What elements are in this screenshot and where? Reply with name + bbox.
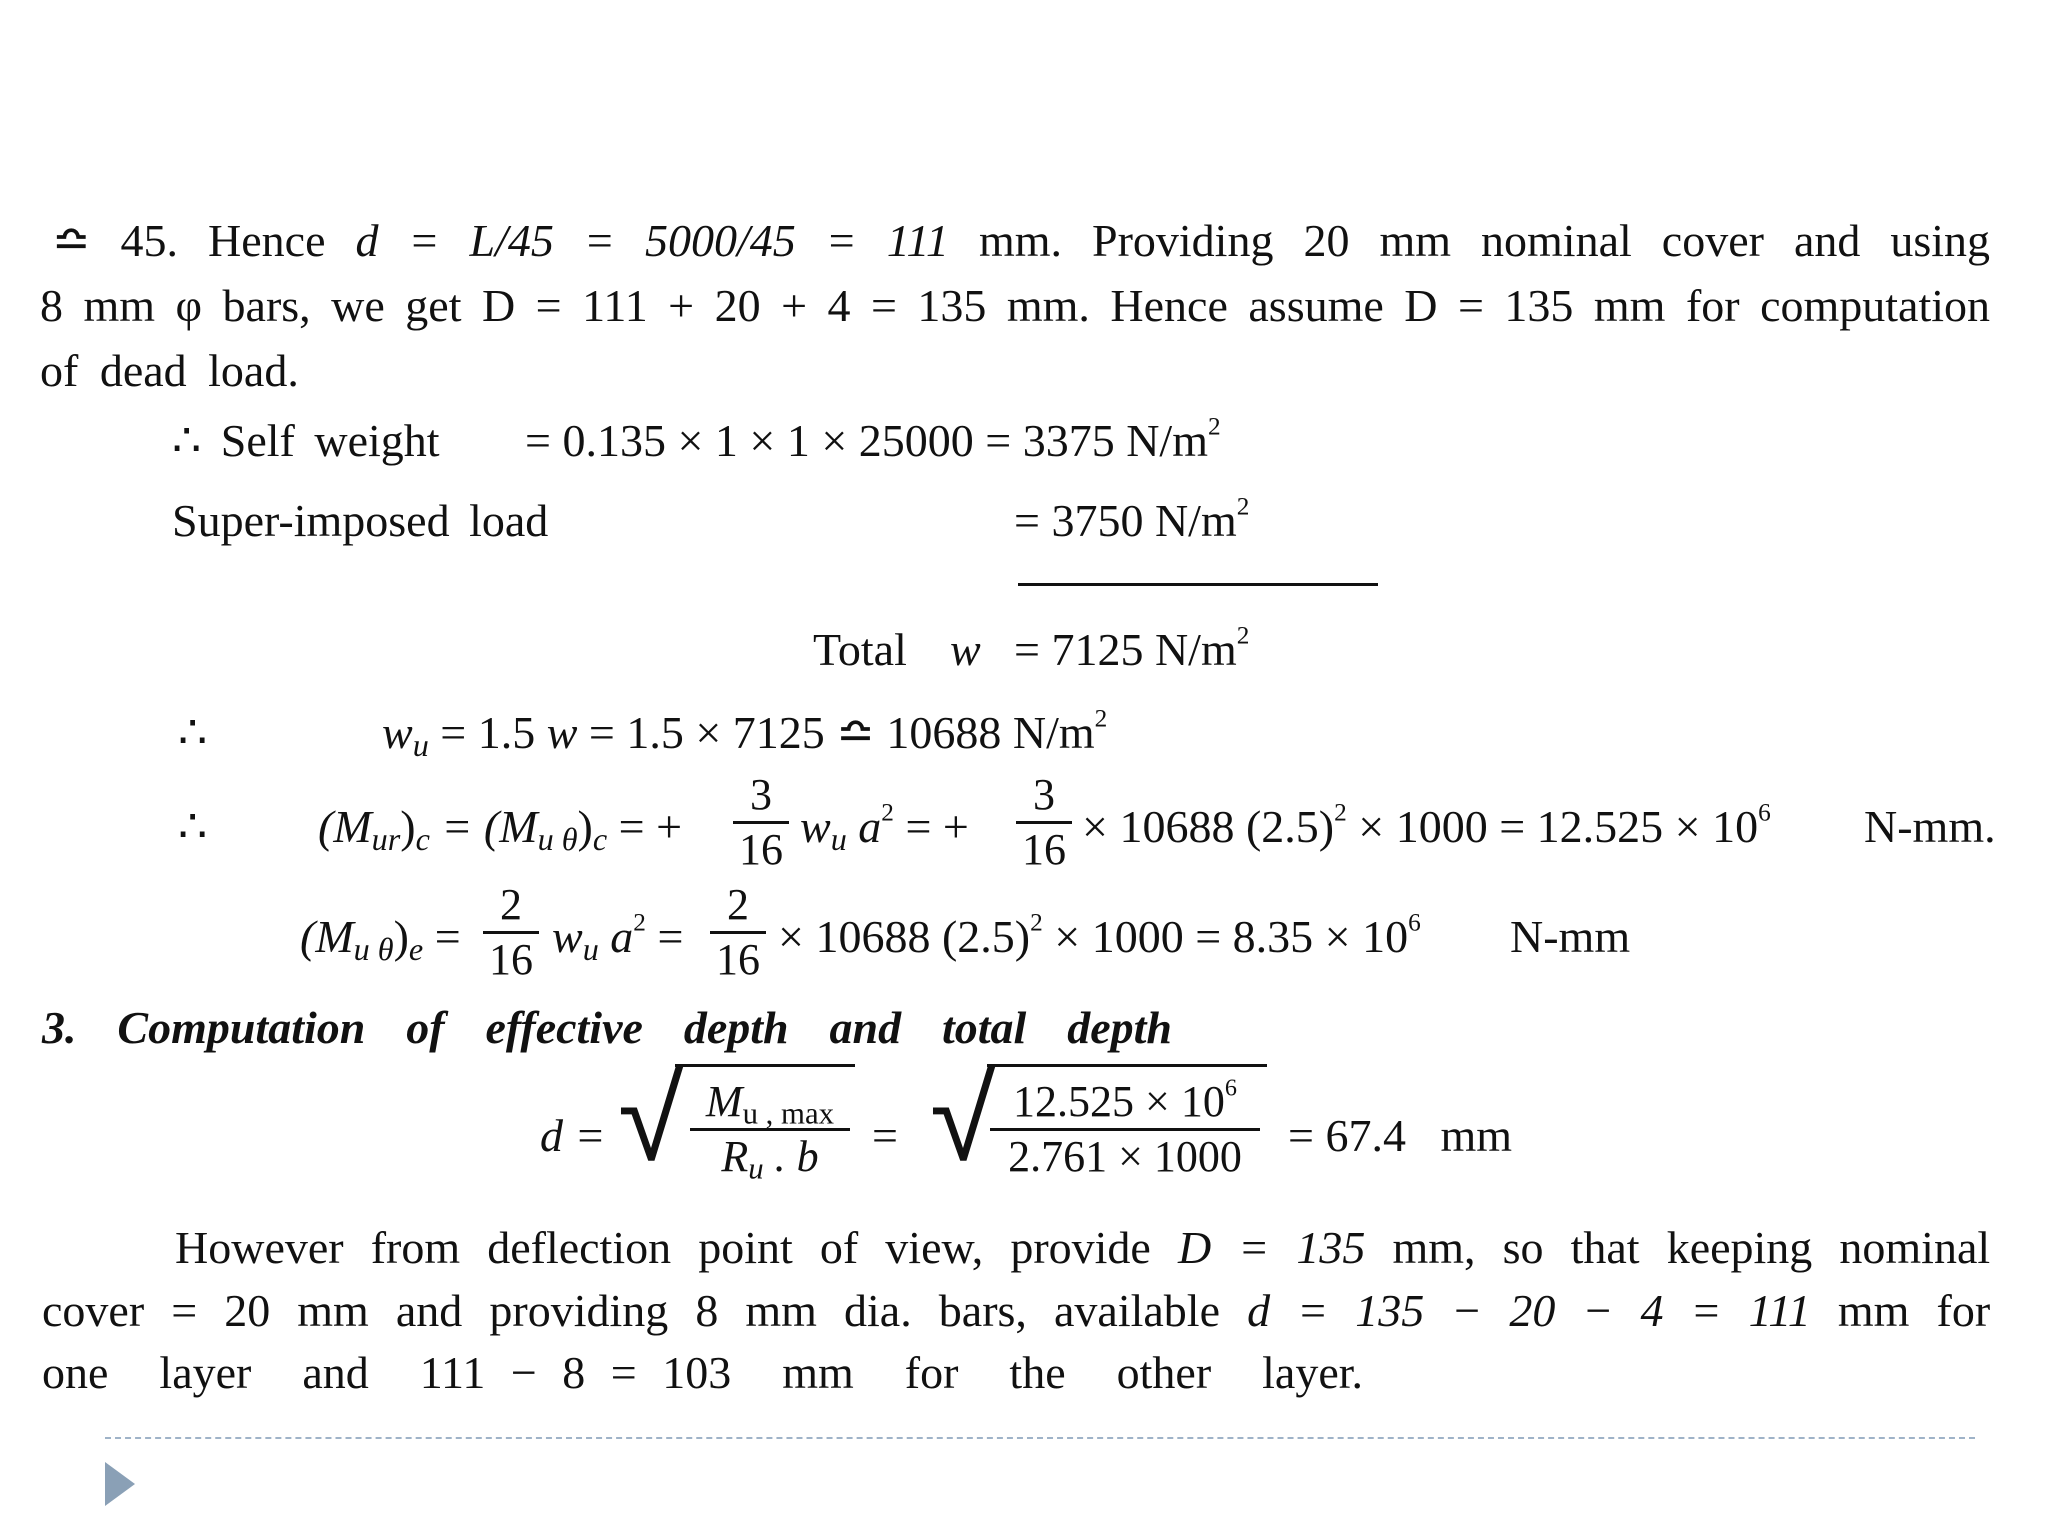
- word: and: [1793, 215, 1861, 266]
- tail-exp: 2: [1030, 908, 1043, 937]
- equals-sign: =: [872, 1110, 898, 1161]
- word: cover: [1661, 215, 1764, 266]
- total-value: [1014, 621, 1250, 675]
- m2-close-sub: c: [592, 821, 608, 858]
- word: Hence: [1110, 280, 1228, 331]
- word: Hence: [208, 215, 326, 266]
- word: that: [1570, 1222, 1640, 1273]
- self-weight-value: [525, 412, 1221, 466]
- word: and: [395, 1285, 463, 1336]
- term-exp: 2: [633, 908, 646, 937]
- root-vinculum: [675, 1064, 855, 1067]
- denominator: [690, 1131, 850, 1186]
- word: for: [1685, 280, 1740, 331]
- word: 8 mm φ bars,: [40, 280, 311, 331]
- word: computation: [1760, 280, 1991, 331]
- m-close-sub: c: [415, 821, 430, 858]
- depth-result: = 67.4 mm: [1288, 1110, 1513, 1161]
- word: providing: [489, 1285, 669, 1336]
- therefore-symbol: ∴: [178, 707, 208, 758]
- ru-sub: u: [748, 1151, 764, 1186]
- term-sub: u: [830, 821, 847, 858]
- total-text: = 7125 N/m: [1014, 624, 1237, 675]
- square-root-icon: √: [930, 1050, 996, 1189]
- tail2: × 1000 = 12.525 × 10: [1346, 801, 1759, 852]
- word: nominal: [1481, 215, 1632, 266]
- tail-exp2: 6: [1408, 908, 1421, 937]
- num-text: 12.525 × 10: [1013, 1077, 1225, 1126]
- unit-nmm: N-mm.: [1864, 801, 1996, 852]
- m2-open: = (M: [429, 801, 538, 852]
- wu-eq: = 1.5: [428, 707, 547, 758]
- word: from: [370, 1222, 461, 1273]
- word: However: [175, 1222, 344, 1273]
- word: dia.: [844, 1285, 912, 1336]
- term-exp: 2: [881, 798, 894, 827]
- m-open: (M: [318, 801, 372, 852]
- eq-2: =: [645, 911, 684, 962]
- slide-bullet-icon: [105, 1462, 135, 1506]
- word: view,: [885, 1222, 984, 1273]
- super-imposed-text: = 3750 N/m: [1014, 495, 1237, 546]
- total-var: w: [950, 624, 981, 675]
- word: so: [1502, 1222, 1544, 1273]
- heading-word: Computation: [117, 1002, 366, 1053]
- para2-line1: [175, 1222, 1991, 1273]
- para1-line1: [52, 215, 1991, 266]
- num-exp: 6: [1224, 1074, 1237, 1102]
- eq-plus: = +: [607, 801, 683, 852]
- moment-edge-rhs: [778, 908, 1421, 962]
- sum-rule: [1018, 583, 1378, 586]
- numerator: 2: [483, 883, 539, 934]
- moment-center-rhs: [1082, 798, 1771, 852]
- para2-line3: one layer and 111 − 8 = 103 mm for the other layer.: [42, 1347, 1364, 1398]
- numerator: 3: [1016, 773, 1072, 824]
- wu-sub: u: [412, 727, 429, 764]
- tail: × 10688 (2.5): [778, 911, 1031, 962]
- word: available: [1053, 1285, 1220, 1336]
- word: mm.: [978, 215, 1062, 266]
- denominator: 16: [1022, 825, 1066, 874]
- denominator: 16: [739, 825, 783, 874]
- m-open: (M: [300, 911, 354, 962]
- word: we get: [331, 280, 462, 331]
- self-weight-label: ∴ Self weight: [172, 415, 440, 466]
- word: d = L/45 = 5000/45 = 111: [355, 215, 949, 266]
- d-equals: d =: [540, 1110, 606, 1161]
- fraction-mu-ru: [690, 1077, 850, 1186]
- exponent: 2: [1094, 704, 1108, 733]
- footer-divider: [105, 1437, 1975, 1439]
- m-close-sub: e: [408, 931, 424, 968]
- word: mm: [297, 1285, 369, 1336]
- word: D = 111 + 20 + 4 = 135 mm.: [481, 280, 1090, 331]
- heading-word: effective: [485, 1002, 643, 1053]
- square-root-icon: √: [618, 1050, 684, 1189]
- numerator: 3: [733, 773, 789, 824]
- word: keeping: [1666, 1222, 1813, 1273]
- tail-exp2: 6: [1758, 798, 1771, 827]
- ru-var: R: [721, 1132, 749, 1181]
- m-close: ): [393, 911, 409, 962]
- word: assume: [1248, 280, 1384, 331]
- word: ≏ 45.: [52, 215, 179, 266]
- word: nominal: [1839, 1222, 1991, 1273]
- wu-var: w: [382, 707, 413, 758]
- exponent: 2: [1236, 492, 1250, 521]
- fraction-2-16: [483, 880, 539, 984]
- denominator: 2.761 × 1000: [1008, 1132, 1242, 1181]
- tail2: × 1000 = 8.35 × 10: [1042, 911, 1409, 962]
- mu-var: M: [705, 1077, 743, 1126]
- heading-word: depth: [1067, 1002, 1172, 1053]
- fraction-3-16-b: [1016, 770, 1072, 874]
- heading-word: of: [406, 1002, 445, 1053]
- word: 20: [1303, 215, 1350, 266]
- wu-a2-term: [800, 798, 969, 858]
- word: deflection: [487, 1222, 672, 1273]
- m2-sub: u θ: [537, 821, 578, 858]
- heading-number: 3.: [42, 1002, 77, 1053]
- section-heading: [42, 1002, 1172, 1053]
- para1-line2: [40, 280, 1991, 331]
- fraction-numeric: [990, 1074, 1260, 1181]
- total-label: Total: [813, 624, 907, 675]
- word: point: [698, 1222, 793, 1273]
- word: d = 135 − 20 − 4 = 111: [1247, 1285, 1811, 1336]
- word: mm,: [1392, 1222, 1476, 1273]
- denominator: 16: [716, 935, 760, 984]
- super-imposed-label: Super-imposed load: [172, 495, 549, 546]
- wu-a2-term-2: [552, 908, 684, 968]
- term-a: a: [598, 911, 634, 962]
- heading-word: and: [829, 1002, 902, 1053]
- heading-word: total: [941, 1002, 1027, 1053]
- word: D = 135: [1177, 1222, 1366, 1273]
- numerator: [990, 1074, 1260, 1131]
- word: mm: [1379, 215, 1452, 266]
- exponent: 2: [1208, 412, 1221, 441]
- fraction-3-16: [733, 770, 789, 874]
- word: of: [819, 1222, 859, 1273]
- word: mm: [745, 1285, 817, 1336]
- m-sub: u θ: [353, 931, 394, 968]
- super-imposed-value: [1014, 492, 1250, 546]
- wu-rest: = 1.5 × 7125 ≏ 10688 N/m: [577, 707, 1095, 758]
- ru-rest: . b: [763, 1132, 819, 1181]
- m-sub: ur: [371, 821, 401, 858]
- para1-line3: of dead load.: [40, 345, 299, 396]
- unit-nmm-2: N-mm: [1510, 911, 1631, 962]
- m2-close: ): [577, 801, 593, 852]
- fraction-2-16-b: [710, 880, 766, 984]
- para2-line2: [42, 1285, 1991, 1336]
- self-weight-text: = 0.135 × 1 × 1 × 25000 = 3375 N/m: [525, 415, 1208, 466]
- wu-equation: [382, 704, 1108, 764]
- tail: × 10688 (2.5): [1082, 801, 1335, 852]
- m-close: ): [400, 801, 416, 852]
- word: cover = 20: [42, 1285, 271, 1336]
- term-sub: u: [582, 931, 599, 968]
- tail-exp: 2: [1334, 798, 1347, 827]
- word: mm: [1837, 1285, 1910, 1336]
- moment-edge-lhs: [300, 911, 461, 968]
- root-vinculum: [987, 1064, 1267, 1067]
- mu-sub: u , max: [742, 1096, 835, 1131]
- word: provide: [1010, 1222, 1151, 1273]
- denominator: 16: [489, 935, 533, 984]
- word: using: [1890, 215, 1991, 266]
- w-var: w: [546, 707, 578, 758]
- word: 8: [695, 1285, 719, 1336]
- numerator: [690, 1077, 850, 1131]
- term-a: a: [846, 801, 882, 852]
- exponent: 2: [1236, 621, 1250, 650]
- word: Providing: [1092, 215, 1274, 266]
- eq-plus-2: = +: [893, 801, 969, 852]
- therefore-symbol-2: ∴: [178, 801, 208, 852]
- word: for: [1936, 1285, 1991, 1336]
- moment-center-lhs: [318, 801, 683, 858]
- term-w: w: [552, 911, 583, 962]
- eq: =: [423, 911, 461, 962]
- term-w: w: [800, 801, 831, 852]
- heading-word: depth: [683, 1002, 789, 1053]
- word: bars,: [938, 1285, 1027, 1336]
- word: D = 135 mm: [1404, 280, 1666, 331]
- numerator: 2: [710, 883, 766, 934]
